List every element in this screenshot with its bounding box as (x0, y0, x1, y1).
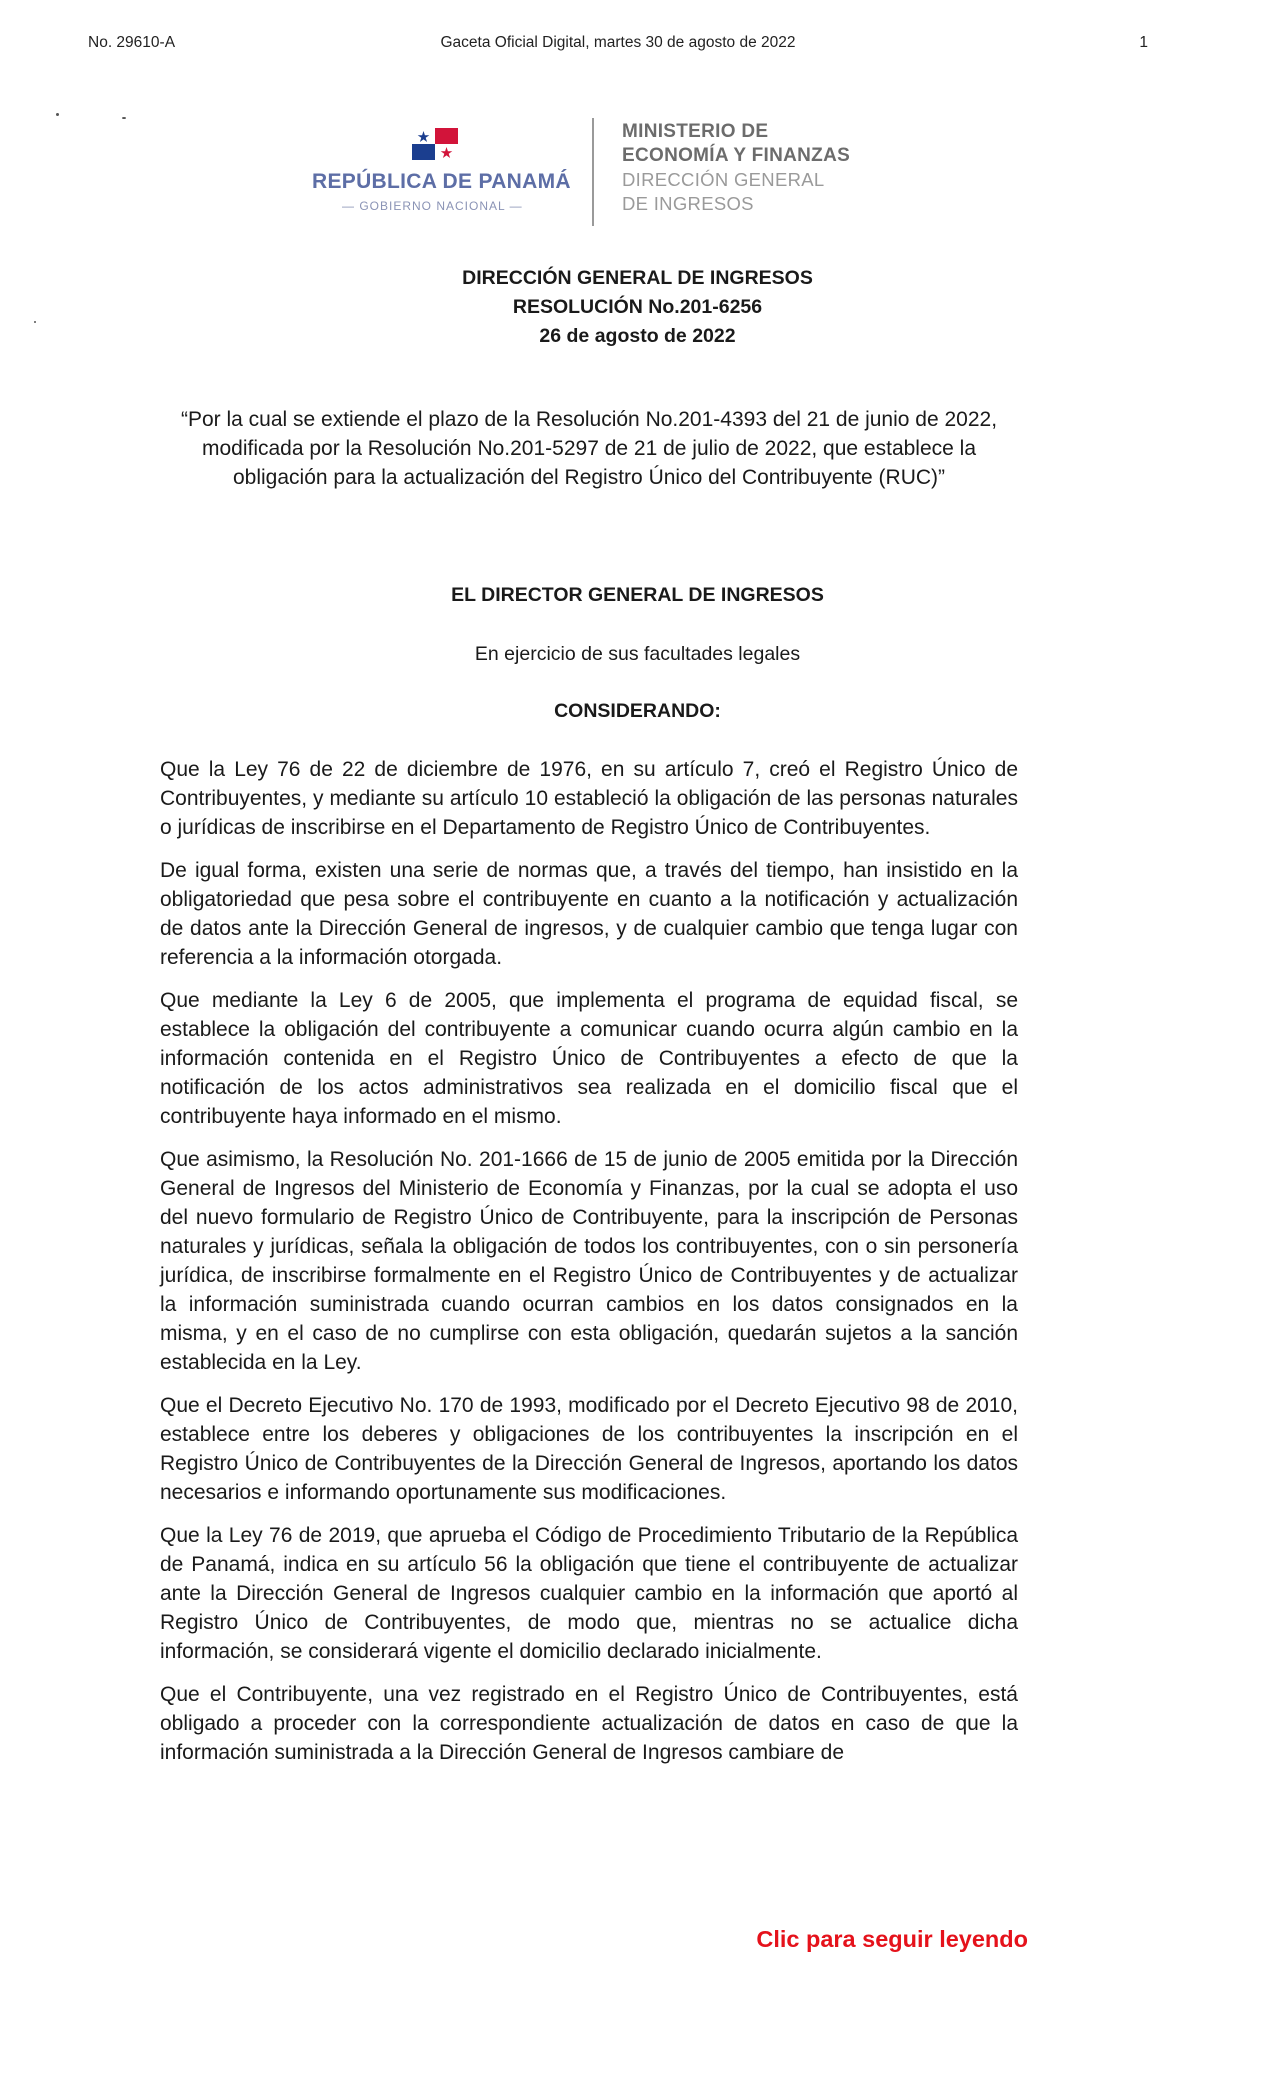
panama-flag-icon (412, 128, 458, 160)
resolution-subject: “Por la cual se extiende el plazo de la Resolución No.201-4393 del 21 de junio de 2022, modificada por la Resolución No.201-5297 de 21 de julio de 2022, que establece la obligación para la actualización del Registro Único del Contribuyente (RUC)” (180, 408, 998, 489)
director-heading: EL DIRECTOR GENERAL DE INGRESOS (451, 584, 824, 606)
issuer-heading: DIRECCIÓN GENERAL DE INGRESOS (462, 267, 813, 289)
considerando-heading: CONSIDERANDO: (554, 700, 721, 722)
paragraph: Que mediante la Ley 6 de 2005, que implementa el programa de equidad fiscal, se establece la obligación del contribuyente a comunicar cuando ocurra algún cambio en la información contenida en el Registro Único de Contribuyentes a efecto de que la notificación de los actos administrativos sea realizada en el domicilio fiscal que el contribuyente haya informado en el mismo. (160, 989, 1018, 1128)
considerando-body (160, 755, 1018, 1781)
legal-powers-line: En ejercicio de sus facultades legales (474, 643, 801, 665)
paragraph: De igual forma, existen una serie de normas que, a través del tiempo, han insistido en la obligatoriedad que pesa sobre el contribuyente en cuanto a la notificación y actualización de datos ante la Dirección General de ingresos, y de cualquier cambio que tenga lugar con referencia a la información otorgada. (160, 859, 1018, 969)
resolution-date: 26 de agosto de 2022 (539, 325, 736, 347)
issue-number: No. 29610-A (88, 34, 176, 51)
ministry-line-3: DIRECCIÓN GENERAL (622, 169, 825, 190)
scan-speck (56, 113, 59, 116)
paragraph: Que el Decreto Ejecutivo No. 170 de 1993, modificado por el Decreto Ejecutivo 98 de 2010, establece entre los deberes y obligaciones de los contribuyentes la inscripción en el Registro Único de Contribuyentes de la Dirección General de Ingresos, aportando los datos necesarios e informando oportunamente sus modificaciones. (160, 1394, 1018, 1504)
paragraph: Que asimismo, la Resolución No. 201-1666 de 15 de junio de 2005 emitida por la Dirección General de Ingresos del Ministerio de Economía y Finanzas, por la cual se adopta el uso del nuevo formulario de Registro Único de Contribuyente, para la inscripción de Personas naturales y jurídicas, señala la obligación de todos los contribuyentes, con o sin personería jurídica, de inscribirse formalmente en el Registro Único de Contribuyentes y de actualizar la información suministrada cuando ocurran cambios en los datos consignados en la misma, y en el caso de no cumplirse con esta obligación, quedarán sujetos a la sanción establecida en la Ley. (160, 1148, 1018, 1374)
gazette-running-header (88, 34, 1148, 56)
ministry-line-4: DE INGRESOS (622, 193, 754, 214)
republic-name: REPÚBLICA DE PANAMÁ (312, 170, 571, 193)
paragraph: Que la Ley 76 de 22 de diciembre de 1976, en su artículo 7, creó el Registro Único de Contribuyentes, y mediante su artículo 10 estableció la obligación de las personas naturales o jurídicas de inscribirse en el Departamento de Registro Único de Contribuyentes. (160, 758, 1018, 839)
resolution-number: RESOLUCIÓN No.201-6256 (512, 296, 763, 318)
government-logo (300, 118, 900, 230)
ministry-line-2: ECONOMÍA Y FINANZAS (622, 145, 851, 166)
paragraph: Que la Ley 76 de 2019, que aprueba el Código de Procedimiento Tributario de la República de Panamá, indica en su artículo 56 la obligación que tiene el contribuyente de actualizar ante la Dirección General de Ingresos cualquier cambio en la información que aportó al Registro Único de Contribuyentes, de modo que, mientras no se actualice dicha información, se considerará vigente el domicilio declarado inicialmente. (160, 1524, 1018, 1663)
page-number: 1 (1139, 34, 1148, 51)
ministry-name (622, 120, 850, 216)
ministry-line-1: MINISTERIO DE (622, 121, 769, 142)
gazette-date: Gaceta Oficial Digital, martes 30 de agosto de 2022 (440, 34, 796, 51)
paragraph: Que el Contribuyente, una vez registrado en el Registro Único de Contribuyentes, está obligado a proceder con la correspondiente actualización de datos en caso de que la información suministrada a la Dirección General de Ingresos cambiare de (160, 1683, 1018, 1764)
government-tagline: — GOBIERNO NACIONAL — (342, 199, 523, 213)
logo-divider (592, 118, 594, 226)
continue-reading-link[interactable]: Clic para seguir leyendo (756, 1926, 1028, 1952)
resolution-title (0, 264, 1275, 351)
scan-speck (122, 117, 126, 119)
